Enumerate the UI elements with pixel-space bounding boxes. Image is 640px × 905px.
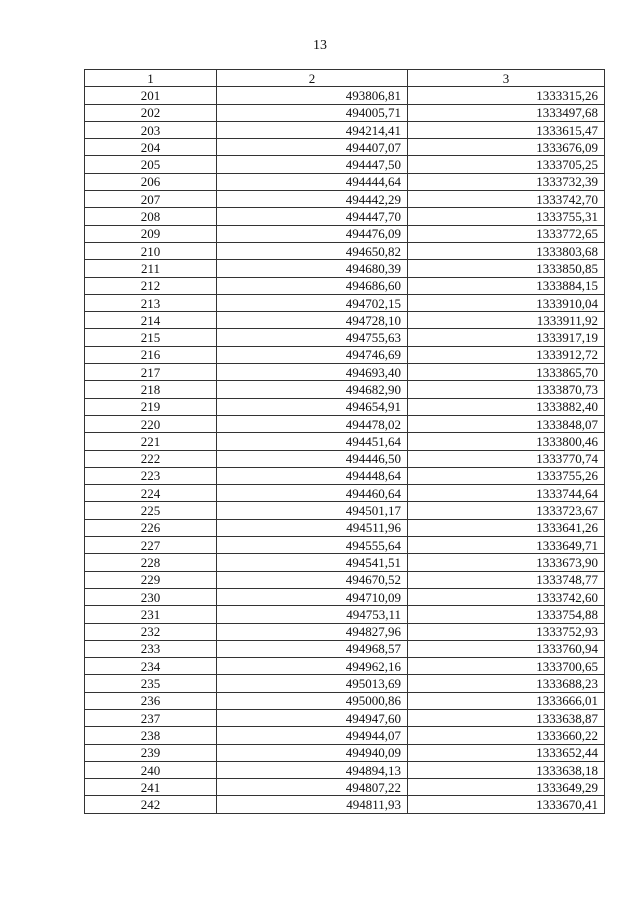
table-row xyxy=(85,139,605,156)
y-coordinate-cell: 1333700,65 xyxy=(408,658,605,675)
table-row xyxy=(85,761,605,778)
x-coordinate-cell: 494407,07 xyxy=(217,139,408,156)
table-row xyxy=(85,779,605,796)
x-coordinate-cell: 494501,17 xyxy=(217,502,408,519)
table-row xyxy=(85,467,605,484)
coordinates-table xyxy=(84,69,605,814)
x-coordinate-cell: 494446,50 xyxy=(217,450,408,467)
x-coordinate-cell: 494670,52 xyxy=(217,571,408,588)
point-number-cell: 205 xyxy=(85,156,217,173)
table-body xyxy=(85,87,605,813)
table-row xyxy=(85,381,605,398)
y-coordinate-cell: 1333660,22 xyxy=(408,727,605,744)
table-row xyxy=(85,104,605,121)
point-number-cell: 209 xyxy=(85,225,217,242)
y-coordinate-cell: 1333670,41 xyxy=(408,796,605,813)
x-coordinate-cell: 494894,13 xyxy=(217,761,408,778)
y-coordinate-cell: 1333760,94 xyxy=(408,640,605,657)
y-coordinate-cell: 1333705,25 xyxy=(408,156,605,173)
x-coordinate-cell: 494968,57 xyxy=(217,640,408,657)
point-number-cell: 223 xyxy=(85,467,217,484)
y-coordinate-cell: 1333638,87 xyxy=(408,709,605,726)
table-row xyxy=(85,675,605,692)
y-coordinate-cell: 1333800,46 xyxy=(408,433,605,450)
x-coordinate-cell: 495013,69 xyxy=(217,675,408,692)
point-number-cell: 211 xyxy=(85,260,217,277)
x-coordinate-cell: 494710,09 xyxy=(217,588,408,605)
x-coordinate-cell: 494005,71 xyxy=(217,104,408,121)
y-coordinate-cell: 1333752,93 xyxy=(408,623,605,640)
table-row xyxy=(85,519,605,536)
point-number-cell: 232 xyxy=(85,623,217,640)
x-coordinate-cell: 494451,64 xyxy=(217,433,408,450)
column-header-1: 1 xyxy=(85,70,217,87)
y-coordinate-cell: 1333755,26 xyxy=(408,467,605,484)
y-coordinate-cell: 1333917,19 xyxy=(408,329,605,346)
y-coordinate-cell: 1333732,39 xyxy=(408,173,605,190)
x-coordinate-cell: 494442,29 xyxy=(217,191,408,208)
point-number-cell: 215 xyxy=(85,329,217,346)
y-coordinate-cell: 1333723,67 xyxy=(408,502,605,519)
point-number-cell: 240 xyxy=(85,761,217,778)
point-number-cell: 231 xyxy=(85,606,217,623)
y-coordinate-cell: 1333652,44 xyxy=(408,744,605,761)
x-coordinate-cell: 494702,15 xyxy=(217,294,408,311)
table-row xyxy=(85,294,605,311)
y-coordinate-cell: 1333911,92 xyxy=(408,312,605,329)
point-number-cell: 201 xyxy=(85,87,217,104)
table-row xyxy=(85,554,605,571)
x-coordinate-cell: 494460,64 xyxy=(217,485,408,502)
y-coordinate-cell: 1333742,60 xyxy=(408,588,605,605)
y-coordinate-cell: 1333772,65 xyxy=(408,225,605,242)
y-coordinate-cell: 1333754,88 xyxy=(408,606,605,623)
table-row xyxy=(85,364,605,381)
x-coordinate-cell: 494447,50 xyxy=(217,156,408,173)
y-coordinate-cell: 1333803,68 xyxy=(408,242,605,259)
table-header-row xyxy=(85,70,605,87)
point-number-cell: 234 xyxy=(85,658,217,675)
y-coordinate-cell: 1333912,72 xyxy=(408,346,605,363)
table-row xyxy=(85,415,605,432)
table-row xyxy=(85,225,605,242)
point-number-cell: 238 xyxy=(85,727,217,744)
table-row xyxy=(85,121,605,138)
table-row xyxy=(85,623,605,640)
point-number-cell: 224 xyxy=(85,485,217,502)
table-row xyxy=(85,329,605,346)
x-coordinate-cell: 494555,64 xyxy=(217,537,408,554)
point-number-cell: 203 xyxy=(85,121,217,138)
y-coordinate-cell: 1333638,18 xyxy=(408,761,605,778)
point-number-cell: 237 xyxy=(85,709,217,726)
table-row xyxy=(85,571,605,588)
y-coordinate-cell: 1333748,77 xyxy=(408,571,605,588)
table-row xyxy=(85,87,605,104)
table-row xyxy=(85,156,605,173)
y-coordinate-cell: 1333755,31 xyxy=(408,208,605,225)
point-number-cell: 239 xyxy=(85,744,217,761)
point-number-cell: 221 xyxy=(85,433,217,450)
point-number-cell: 213 xyxy=(85,294,217,311)
point-number-cell: 218 xyxy=(85,381,217,398)
y-coordinate-cell: 1333742,70 xyxy=(408,191,605,208)
table-row xyxy=(85,727,605,744)
table-row xyxy=(85,346,605,363)
x-coordinate-cell: 494444,64 xyxy=(217,173,408,190)
y-coordinate-cell: 1333615,47 xyxy=(408,121,605,138)
x-coordinate-cell: 494811,93 xyxy=(217,796,408,813)
x-coordinate-cell: 494654,91 xyxy=(217,398,408,415)
point-number-cell: 228 xyxy=(85,554,217,571)
point-number-cell: 229 xyxy=(85,571,217,588)
x-coordinate-cell: 494476,09 xyxy=(217,225,408,242)
x-coordinate-cell: 494214,41 xyxy=(217,121,408,138)
point-number-cell: 206 xyxy=(85,173,217,190)
x-coordinate-cell: 494650,82 xyxy=(217,242,408,259)
table-row xyxy=(85,260,605,277)
y-coordinate-cell: 1333673,90 xyxy=(408,554,605,571)
y-coordinate-cell: 1333744,64 xyxy=(408,485,605,502)
point-number-cell: 210 xyxy=(85,242,217,259)
point-number-cell: 214 xyxy=(85,312,217,329)
point-number-cell: 225 xyxy=(85,502,217,519)
y-coordinate-cell: 1333850,85 xyxy=(408,260,605,277)
point-number-cell: 220 xyxy=(85,415,217,432)
table-row xyxy=(85,606,605,623)
table-row xyxy=(85,312,605,329)
x-coordinate-cell: 494947,60 xyxy=(217,709,408,726)
table-row xyxy=(85,277,605,294)
y-coordinate-cell: 1333315,26 xyxy=(408,87,605,104)
x-coordinate-cell: 494728,10 xyxy=(217,312,408,329)
x-coordinate-cell: 494680,39 xyxy=(217,260,408,277)
y-coordinate-cell: 1333688,23 xyxy=(408,675,605,692)
table-row xyxy=(85,242,605,259)
x-coordinate-cell: 495000,86 xyxy=(217,692,408,709)
y-coordinate-cell: 1333884,15 xyxy=(408,277,605,294)
x-coordinate-cell: 494541,51 xyxy=(217,554,408,571)
table-row xyxy=(85,588,605,605)
y-coordinate-cell: 1333641,26 xyxy=(408,519,605,536)
x-coordinate-cell: 494447,70 xyxy=(217,208,408,225)
table-row xyxy=(85,173,605,190)
point-number-cell: 202 xyxy=(85,104,217,121)
x-coordinate-cell: 494940,09 xyxy=(217,744,408,761)
point-number-cell: 216 xyxy=(85,346,217,363)
table-row xyxy=(85,208,605,225)
point-number-cell: 233 xyxy=(85,640,217,657)
y-coordinate-cell: 1333649,71 xyxy=(408,537,605,554)
table-row xyxy=(85,640,605,657)
x-coordinate-cell: 494686,60 xyxy=(217,277,408,294)
table-row xyxy=(85,796,605,813)
point-number-cell: 226 xyxy=(85,519,217,536)
x-coordinate-cell: 494827,96 xyxy=(217,623,408,640)
x-coordinate-cell: 494962,16 xyxy=(217,658,408,675)
table-row xyxy=(85,658,605,675)
point-number-cell: 217 xyxy=(85,364,217,381)
table-row xyxy=(85,502,605,519)
x-coordinate-cell: 494682,90 xyxy=(217,381,408,398)
point-number-cell: 222 xyxy=(85,450,217,467)
point-number-cell: 236 xyxy=(85,692,217,709)
point-number-cell: 204 xyxy=(85,139,217,156)
point-number-cell: 207 xyxy=(85,191,217,208)
point-number-cell: 235 xyxy=(85,675,217,692)
y-coordinate-cell: 1333649,29 xyxy=(408,779,605,796)
y-coordinate-cell: 1333865,70 xyxy=(408,364,605,381)
point-number-cell: 208 xyxy=(85,208,217,225)
x-coordinate-cell: 494944,07 xyxy=(217,727,408,744)
page-number: 13 xyxy=(313,38,327,53)
y-coordinate-cell: 1333666,01 xyxy=(408,692,605,709)
y-coordinate-cell: 1333870,73 xyxy=(408,381,605,398)
x-coordinate-cell: 494807,22 xyxy=(217,779,408,796)
x-coordinate-cell: 494755,63 xyxy=(217,329,408,346)
table-row xyxy=(85,450,605,467)
y-coordinate-cell: 1333848,07 xyxy=(408,415,605,432)
x-coordinate-cell: 494511,96 xyxy=(217,519,408,536)
column-header-2: 2 xyxy=(217,70,408,87)
x-coordinate-cell: 494478,02 xyxy=(217,415,408,432)
y-coordinate-cell: 1333882,40 xyxy=(408,398,605,415)
table-row xyxy=(85,692,605,709)
y-coordinate-cell: 1333497,68 xyxy=(408,104,605,121)
column-header-3: 3 xyxy=(408,70,605,87)
point-number-cell: 212 xyxy=(85,277,217,294)
point-number-cell: 227 xyxy=(85,537,217,554)
y-coordinate-cell: 1333676,09 xyxy=(408,139,605,156)
table-row xyxy=(85,537,605,554)
x-coordinate-cell: 494753,11 xyxy=(217,606,408,623)
x-coordinate-cell: 494693,40 xyxy=(217,364,408,381)
y-coordinate-cell: 1333910,04 xyxy=(408,294,605,311)
table-row xyxy=(85,744,605,761)
table-row xyxy=(85,709,605,726)
table-row xyxy=(85,191,605,208)
table-row xyxy=(85,485,605,502)
x-coordinate-cell: 494746,69 xyxy=(217,346,408,363)
point-number-cell: 241 xyxy=(85,779,217,796)
point-number-cell: 242 xyxy=(85,796,217,813)
x-coordinate-cell: 494448,64 xyxy=(217,467,408,484)
table-row xyxy=(85,398,605,415)
table-row xyxy=(85,433,605,450)
point-number-cell: 230 xyxy=(85,588,217,605)
point-number-cell: 219 xyxy=(85,398,217,415)
y-coordinate-cell: 1333770,74 xyxy=(408,450,605,467)
x-coordinate-cell: 493806,81 xyxy=(217,87,408,104)
